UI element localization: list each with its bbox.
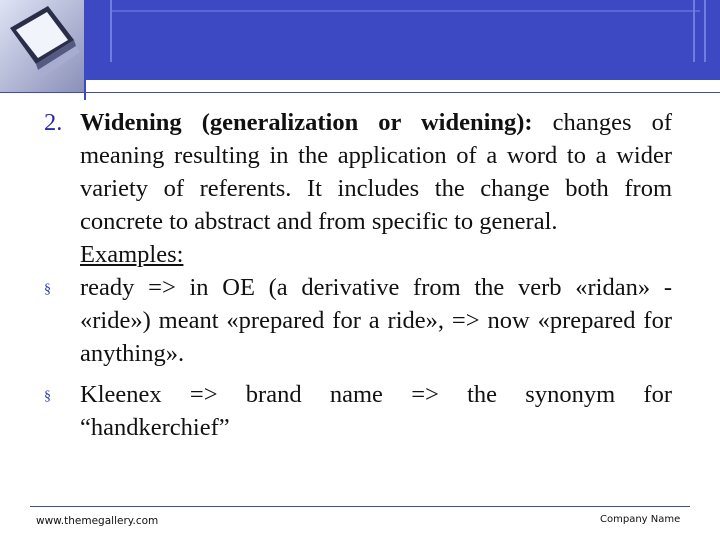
banner-highlight	[110, 10, 700, 12]
item-term: Widening (generalization or widening):	[80, 109, 533, 136]
bullet-text: Kleenex => brand name => the synonym for “handkerchief”	[80, 381, 672, 441]
header-divider-vertical	[84, 0, 86, 100]
examples-label: Examples:	[80, 241, 184, 268]
item-number: 2.	[44, 109, 63, 136]
bullet-item	[44, 271, 672, 370]
banner-stripe	[704, 0, 706, 62]
banner-stripe	[693, 0, 695, 62]
slide-body	[44, 106, 672, 444]
item-definition: changes of meaning resulting in the application of a word to a wider variety of referents. It includes the change both from concrete to abstract and from specific to general.	[80, 109, 672, 235]
numbered-item	[44, 106, 672, 238]
footer-divider	[30, 506, 690, 507]
examples-row	[44, 238, 672, 271]
banner-stripe	[110, 0, 112, 62]
bullet-marker-icon: §	[44, 282, 51, 297]
bullet-text: ready => in OE (a derivative from the verb «ridan» - «ride») meant «prepared for a ride», => now «prepared for anything».	[80, 274, 672, 367]
bullet-marker-icon: §	[44, 389, 51, 404]
bullet-item	[44, 378, 672, 444]
computer-monitor-icon	[0, 0, 84, 92]
item-text	[80, 106, 672, 238]
header-banner	[84, 0, 720, 80]
slide-header	[0, 0, 720, 92]
footer-company-name: Company Name	[600, 514, 681, 525]
footer-website: www.themegallery.com	[36, 515, 159, 527]
header-divider-horizontal	[0, 92, 720, 93]
